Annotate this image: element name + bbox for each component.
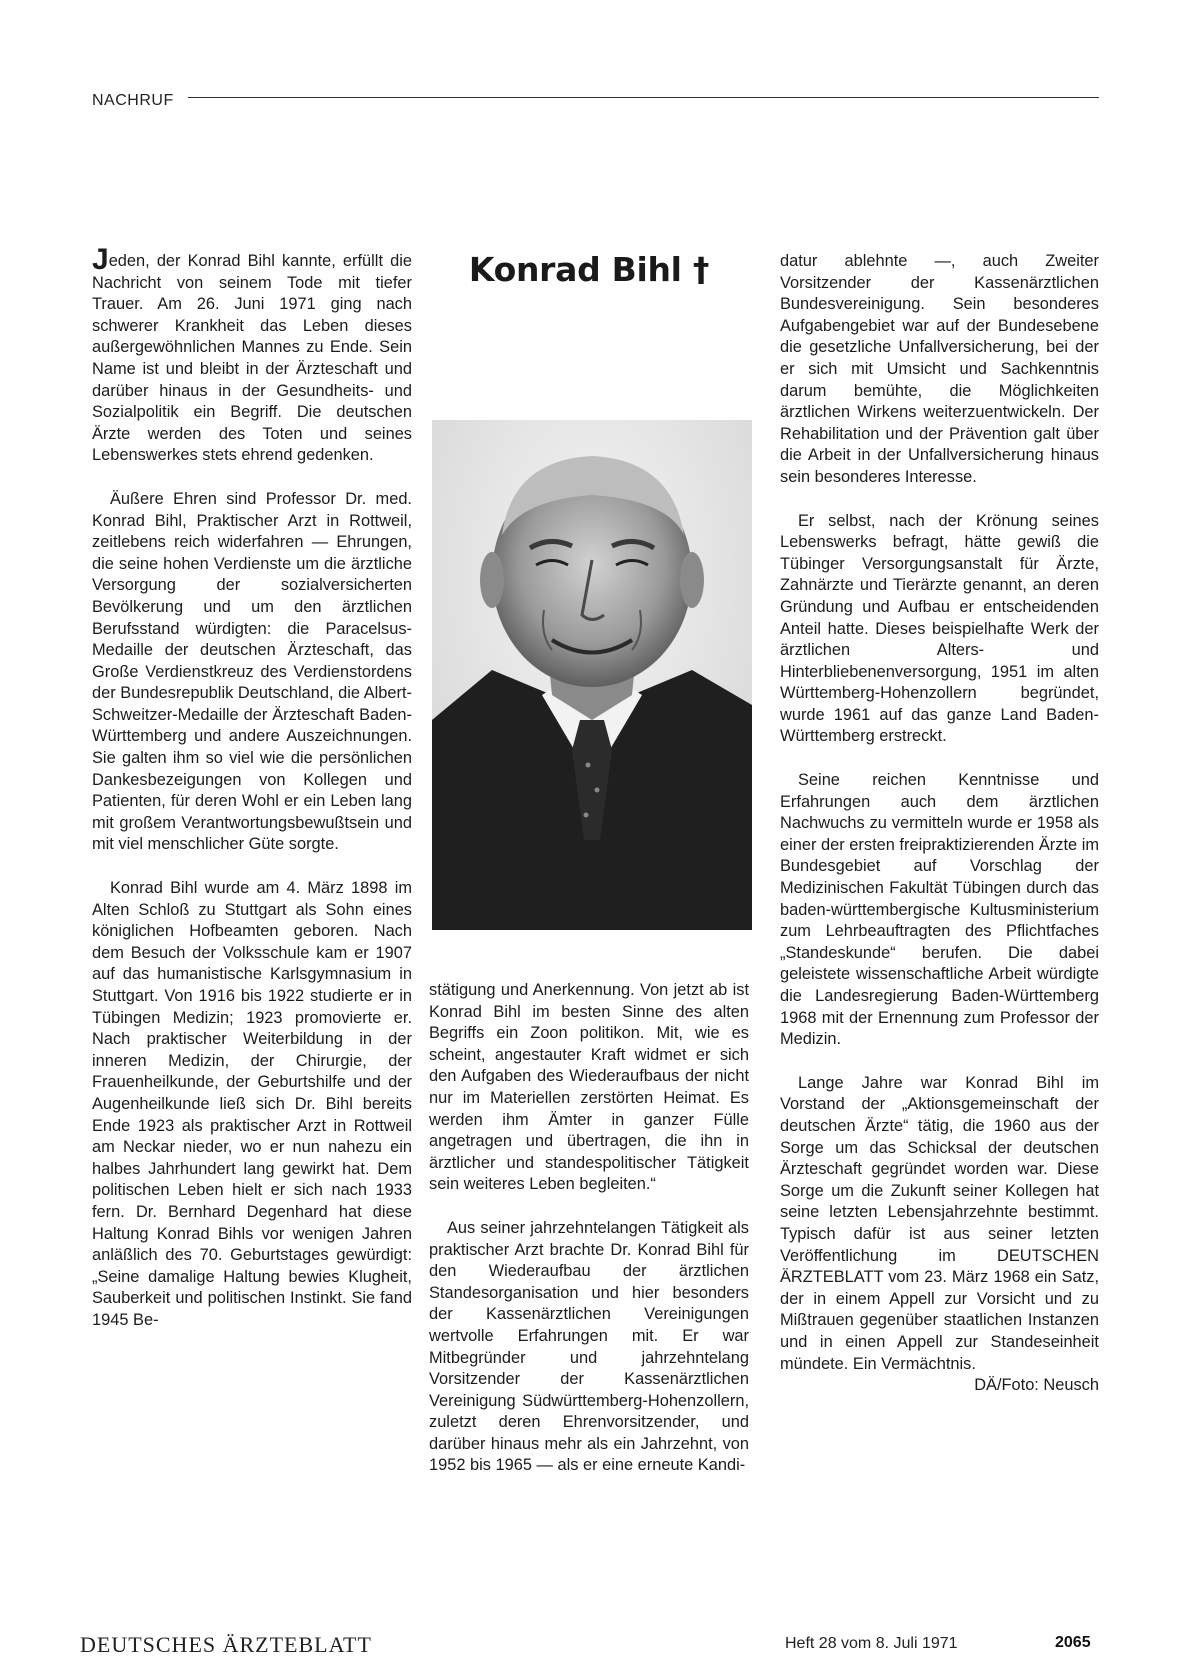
article-paragraph: Äußere Ehren sind Professor Dr. med. Konrad Bihl, Praktischer Arzt in Rottweil, zeitlebens reich widerfahren — Ehrungen, die seine hohen Verdienste um die ärztliche Versorgung der sozialversicherten Bevölkerung und um den ärztlichen Berufsstand würdigten: die Paracelsus-Medaille der deutschen Ärzteschaft, das Große Verdienstkreuz des Verdienstordens der Bundesrepublik Deutschland, die Albert-Schweitzer-Medaille der Ärzteschaft Baden-Württemberg und andere Auszeichnungen. Sie galten ihm so viel wie die persönlichen Dankesbezeigungen von Kollegen und Patienten, für deren Wohl er ein Leben lang mit großem Verantwortungsbewußtsein und mit viel menschlicher Güte sorgte. [92,489,412,854]
journal-name: DEUTSCHES ÄRZTEBLATT [80,1632,372,1657]
article-paragraph: Aus seiner jahrzehntelangen Tätigkeit als praktischer Arzt brachte Dr. Konrad Bihl für den Wiederaufbau der ärztlichen Standesorganisation und hier besonders der Kassenärztlichen Vereinigungen wertvolle Erfahrungen mit. Er war Mitbegründer und jahrzehntelang Vorsitzender der Kassenärztlichen Vereinigung Südwürttemberg-Hohenzollern, zuletzt deren Ehrenvorsitzender, und darüber hinaus mehr als ein Jahrzehnt, von 1952 bis 1965 — als er eine erneute Kandi- [429,1218,749,1475]
photo-credit: DÄ/Foto: Neusch [974,1376,1099,1395]
article-column-1 [92,243,412,1354]
section-label: NACHRUF [92,92,174,109]
page-number: 2065 [1055,1634,1091,1651]
article-paragraph [92,243,412,467]
drop-cap: J [92,243,109,276]
article-paragraph: Er selbst, nach der Krönung seines Lebenswerks befragt, hätte gewiß die Tübinger Versorgungsanstalt für Ärzte, Zahnärzte und Tierärzte genannt, an deren Gründung und Aufbau er entscheidenden Anteil hatte. Dieses beispielhafte Werk der ärztlichen Alters- und Hinterbliebenenversorgung, 1951 im alten Württemberg-Hohenzollern begründet, wurde 1961 auf das ganze Land Baden-Württemberg erstreckt. [780,511,1099,746]
article-column-2 [429,980,749,1499]
paragraph-text: eden, der Konrad Bihl kannte, erfüllt die Nachricht von seinem Tode mit tiefer Trauer. Am 26. Juni 1971 ging nach schwerer Krankheit das Leben dieses außergewöhnlichen Mannes zu Ende. Sein Name ist und bleibt in der Ärzteschaft und darüber hinaus in der Gesundheits- und Sozialpolitik ein Begriff. Die deutschen Ärzte werden des Toten und seines Lebenswerkes stets ehrend gedenken. [92,252,412,465]
article-paragraph: stätigung und Anerkennung. Von jetzt ab ist Konrad Bihl im besten Sinne des alten Begriffs ein Zoon politikon. Mit, wie es scheint, angestauter Kraft widmet er sich den Aufgaben des Wiederaufbaus der nicht nur im Materiellen zerstörten Heimat. Es werden ihm Ämter in ganzer Fülle angetragen und übertragen, die ihn in ärztlicher und standespolitischer Tätigkeit sein weiteres Leben begleiten.“ [429,981,749,1194]
portrait-photo [432,420,752,930]
issue-info: Heft 28 vom 8. Juli 1971 [785,1635,958,1652]
article-paragraph: Seine reichen Kenntnisse und Erfahrungen auch dem ärztlichen Nachwuchs zu vermitteln wurde er 1958 als einer der ersten freipraktizierenden Ärzte im Bundesgebiet auf Vorschlag der Medizinischen Fakultät Tübingen durch das baden-württembergische Kultusministerium zum Lehrbeauftragten des Pflichtfaches „Standeskunde“ berufen. Die dabei geleistete wissenschaftliche Arbeit würdigte die Landesregierung Baden-Württemberg 1968 mit der Ernennung zum Professor der Medizin. [780,771,1099,1049]
header-rule [188,97,1099,98]
portrait-illustration [432,420,752,930]
article-title: Konrad Bihl † [468,250,710,289]
article-paragraph [780,1073,1099,1395]
article-column-3 [780,251,1099,1397]
paragraph-text: Lange Jahre war Konrad Bihl im Vorstand der „Aktionsgemeinschaft der deutschen Ärzte“ tätig, die 1960 aus der Sorge um das Schicksal der deutschen Ärzteschaft gegründet worden war. Diese Sorge um die Zukunft seiner Kollegen hat seine letzten Lebensjahrzehnte bestimmt. Typisch dafür ist aus seiner letzten Veröffentlichung im DEUTSCHEN ÄRZTEBLATT vom 23. März 1968 ein Satz, der in einem Appell zur Vorsicht und zu Mißtrauen gegenüber staatlichen Instanzen und in einen Appell zur Standeseinheit mündete. Ein Vermächtnis. [780,1073,1099,1373]
article-paragraph: datur ablehnte —, auch Zweiter Vorsitzender der Kassenärztlichen Bundesvereinigung. Sein besonderes Aufgabengebiet war auf der Bundesebene die gesetzliche Unfallversicherung, bei der er sich mit Umsicht und Sachkenntnis darum bemühte, die Möglichkeiten ärztlichen Wirkens weiterzuentwickeln. Der Rehabilitation und der Prävention galt über die Arbeit in der Unfallversicherung hinaus sein besonderes Interesse. [780,252,1099,486]
article-paragraph: Konrad Bihl wurde am 4. März 1898 im Alten Schloß zu Stuttgart als Sohn eines königlichen Hofbeamten geboren. Nach dem Besuch der Volksschule kam er 1907 auf das humanistische Karlsgymnasium in Stuttgart. Von 1916 bis 1922 studierte er in Tübingen Medizin; 1923 promovierte er. Nach praktischer Weiterbildung in der inneren Medizin, der Chirurgie, der Frauenheilkunde, der Geburtshilfe und der Augenheilkunde ließ sich Dr. Bihl bereits Ende 1923 als praktischer Arzt in Rottweil am Neckar nieder, wo er nun nahezu ein halbes Jahrhundert lang gewirkt hat. Dem politischen Leben hielt er sich nach 1933 fern. Dr. Bernhard Degenhard hat diese Haltung Konrad Bihls vor wenigen Jahren anläßlich des 70. Geburtstages gewürdigt: „Seine damalige Haltung bewies Klugheit, Sauberkeit und politischen Instinkt. Sie fand 1945 Be- [92,879,412,1329]
